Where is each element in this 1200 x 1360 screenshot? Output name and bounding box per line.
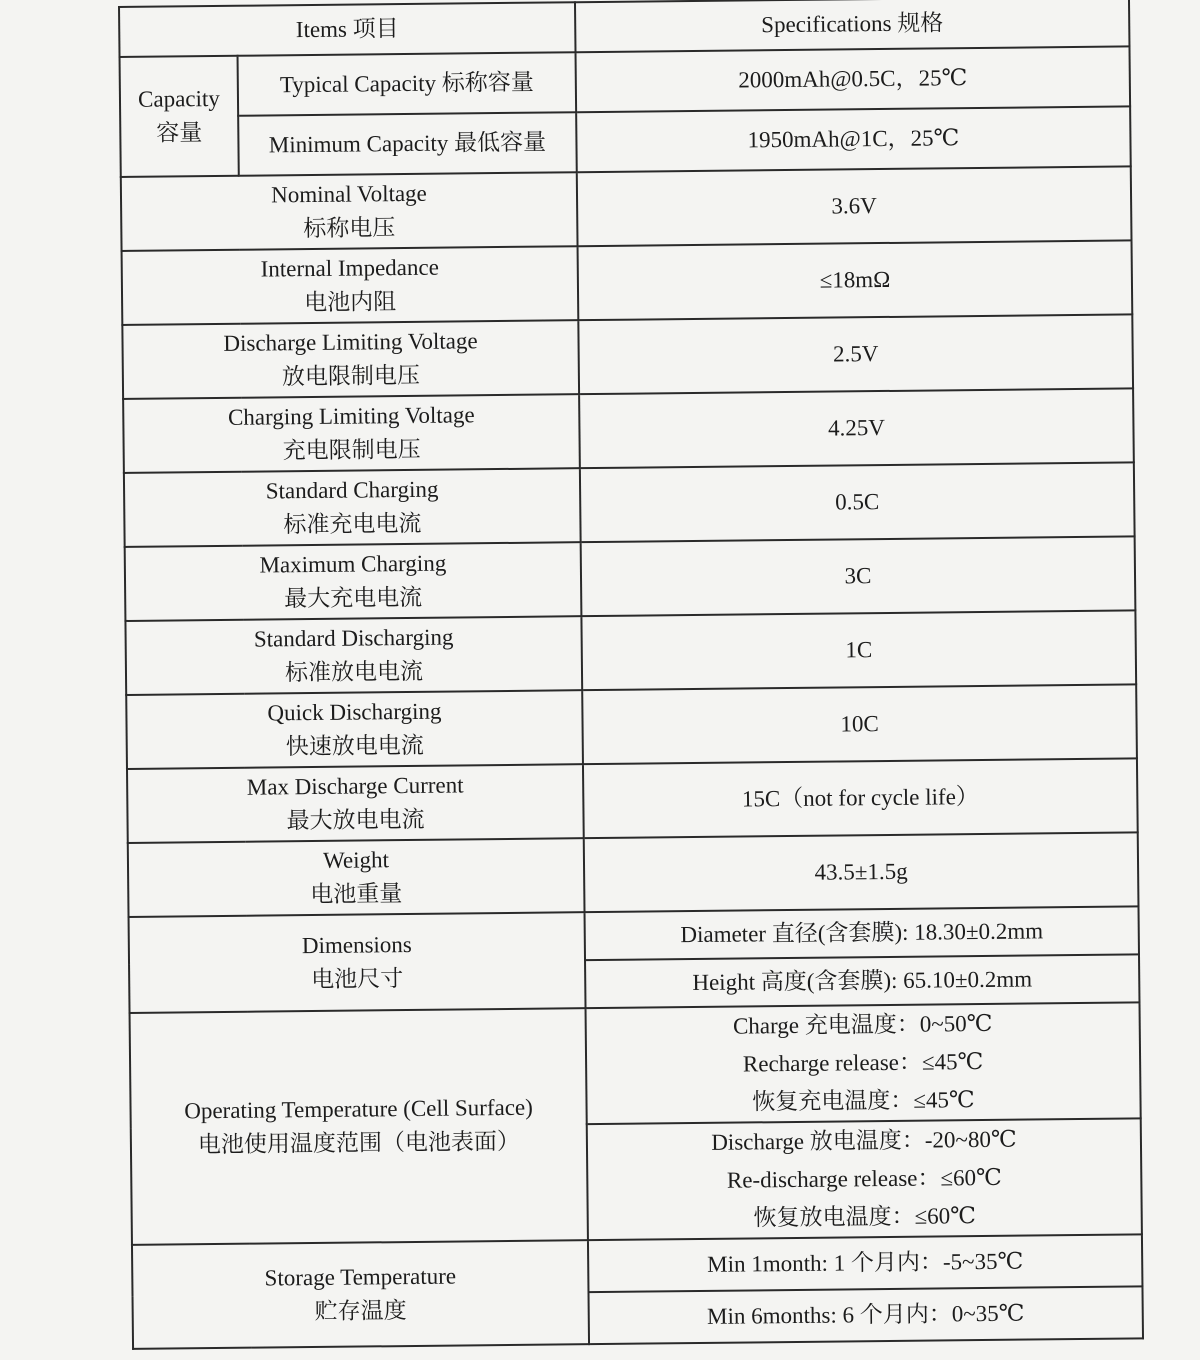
table-row bbox=[123, 388, 1134, 473]
item-label-en: Standard Charging bbox=[265, 476, 439, 503]
capacity-group-cn: 容量 bbox=[156, 120, 203, 146]
item-label-cn: 标准放电电流 bbox=[284, 658, 424, 686]
item-label-cn: 标称电压 bbox=[303, 215, 396, 242]
item-label-en: Max Discharge Current bbox=[246, 771, 464, 800]
item-label-cell bbox=[125, 542, 582, 621]
storage-1month-value: Min 1month: 1 个月内：-5~35℃ bbox=[588, 1234, 1143, 1292]
item-label-en: Charging Limiting Voltage bbox=[227, 401, 475, 430]
item-value: 15C（not for cycle life） bbox=[583, 758, 1138, 838]
table-row bbox=[122, 314, 1133, 399]
table-row bbox=[120, 46, 1131, 117]
item-label-en: Internal Impedance bbox=[260, 254, 439, 282]
table-row bbox=[122, 240, 1133, 325]
item-label-cn: 最大放电电流 bbox=[286, 806, 425, 834]
item-label-cell bbox=[122, 320, 579, 399]
item-label-en: Nominal Voltage bbox=[271, 180, 427, 207]
item-label-cn: 充电限制电压 bbox=[282, 436, 421, 464]
item-label-cn: 放电限制电压 bbox=[281, 362, 421, 390]
operating-temp-label-cell bbox=[130, 1008, 588, 1245]
item-label-en: Standard Discharging bbox=[253, 624, 454, 652]
specifications-header: Specifications 规格 bbox=[575, 0, 1129, 52]
minimum-capacity-label: Minimum Capacity 最低容量 bbox=[238, 112, 577, 176]
discharge-temp-line: Discharge 放电温度：-20~80℃ bbox=[711, 1126, 1017, 1155]
item-label-cell bbox=[122, 246, 579, 325]
item-label-en: Weight bbox=[322, 846, 390, 873]
height-value: Height 高度(含套膜): 65.10±0.2mm bbox=[585, 954, 1139, 1008]
dimensions-label-cn: 电池尺寸 bbox=[311, 966, 404, 993]
capacity-group-cell bbox=[120, 56, 239, 177]
item-value: ≤18mΩ bbox=[578, 240, 1133, 320]
item-label-en: Quick Discharging bbox=[267, 698, 442, 725]
item-value: 1C bbox=[581, 610, 1136, 690]
item-value: 10C bbox=[582, 684, 1137, 764]
diameter-value: Diameter 直径(含套膜): 18.30±0.2mm bbox=[585, 906, 1139, 960]
table-row bbox=[126, 684, 1137, 769]
item-value: 2.5V bbox=[578, 314, 1133, 394]
storage-6months-value: Min 6months: 6 个月内：0~35℃ bbox=[589, 1286, 1144, 1344]
item-value: 4.25V bbox=[579, 388, 1134, 468]
table-row bbox=[121, 166, 1132, 251]
re-discharge-release-cn-line: 恢复放电温度：≤60℃ bbox=[753, 1203, 977, 1231]
item-label-cell bbox=[124, 468, 581, 547]
typical-capacity-value: 2000mAh@0.5C，25℃ bbox=[576, 46, 1131, 112]
storage-temp-label-cn: 贮存温度 bbox=[314, 1298, 407, 1325]
item-value: 43.5±1.5g bbox=[584, 832, 1139, 912]
item-label-cell bbox=[128, 838, 585, 917]
item-value: 3.6V bbox=[577, 166, 1132, 246]
capacity-group-en: Capacity bbox=[137, 85, 220, 112]
item-label-cn: 标准充电电流 bbox=[283, 510, 422, 538]
discharge-temp-cell bbox=[587, 1118, 1142, 1240]
item-label-cell bbox=[121, 172, 578, 251]
storage-temp-label-cell bbox=[132, 1240, 589, 1349]
charge-temp-cell bbox=[586, 1002, 1141, 1124]
operating-temp-label-cn: 电池使用温度范围（电池表面） bbox=[197, 1128, 521, 1158]
item-label-en: Maximum Charging bbox=[259, 550, 447, 578]
table-row bbox=[128, 832, 1139, 917]
minimum-capacity-value: 1950mAh@1C，25℃ bbox=[576, 106, 1131, 172]
item-label-cn: 电池内阻 bbox=[303, 289, 397, 316]
item-label-cell bbox=[127, 764, 584, 843]
battery-spec-table bbox=[118, 0, 1144, 1350]
dimensions-label-en: Dimensions bbox=[301, 931, 412, 958]
item-value: 0.5C bbox=[580, 462, 1135, 542]
item-label-cell bbox=[125, 616, 582, 695]
dimensions-label-cell bbox=[129, 912, 586, 1013]
item-label-cn: 电池重量 bbox=[310, 881, 403, 908]
item-value: 3C bbox=[581, 536, 1136, 616]
table-row bbox=[125, 536, 1136, 621]
typical-capacity-label: Typical Capacity 标称容量 bbox=[238, 52, 577, 116]
operating-temp-label-en: Operating Temperature (Cell Surface) bbox=[184, 1094, 533, 1123]
recharge-release-cn-line: 恢复充电温度：≤45℃ bbox=[752, 1087, 975, 1115]
table-row bbox=[127, 758, 1138, 843]
storage-temp-label-en: Storage Temperature bbox=[264, 1263, 457, 1291]
table-row bbox=[124, 462, 1135, 547]
re-discharge-release-line: Re-discharge release：≤60℃ bbox=[726, 1164, 1002, 1193]
item-label-cell bbox=[126, 690, 583, 769]
items-header: Items 项目 bbox=[119, 2, 576, 57]
table-row bbox=[130, 1002, 1141, 1129]
item-label-cell bbox=[123, 394, 580, 473]
table-row bbox=[125, 610, 1136, 695]
recharge-release-line: Recharge release：≤45℃ bbox=[742, 1048, 984, 1077]
item-label-en: Discharge Limiting Voltage bbox=[223, 327, 478, 356]
item-label-cn: 最大充电电流 bbox=[284, 584, 423, 612]
charge-temp-line: Charge 充电温度：0~50℃ bbox=[732, 1010, 993, 1039]
item-label-cn: 快速放电电流 bbox=[285, 732, 424, 760]
table-row bbox=[120, 106, 1131, 177]
